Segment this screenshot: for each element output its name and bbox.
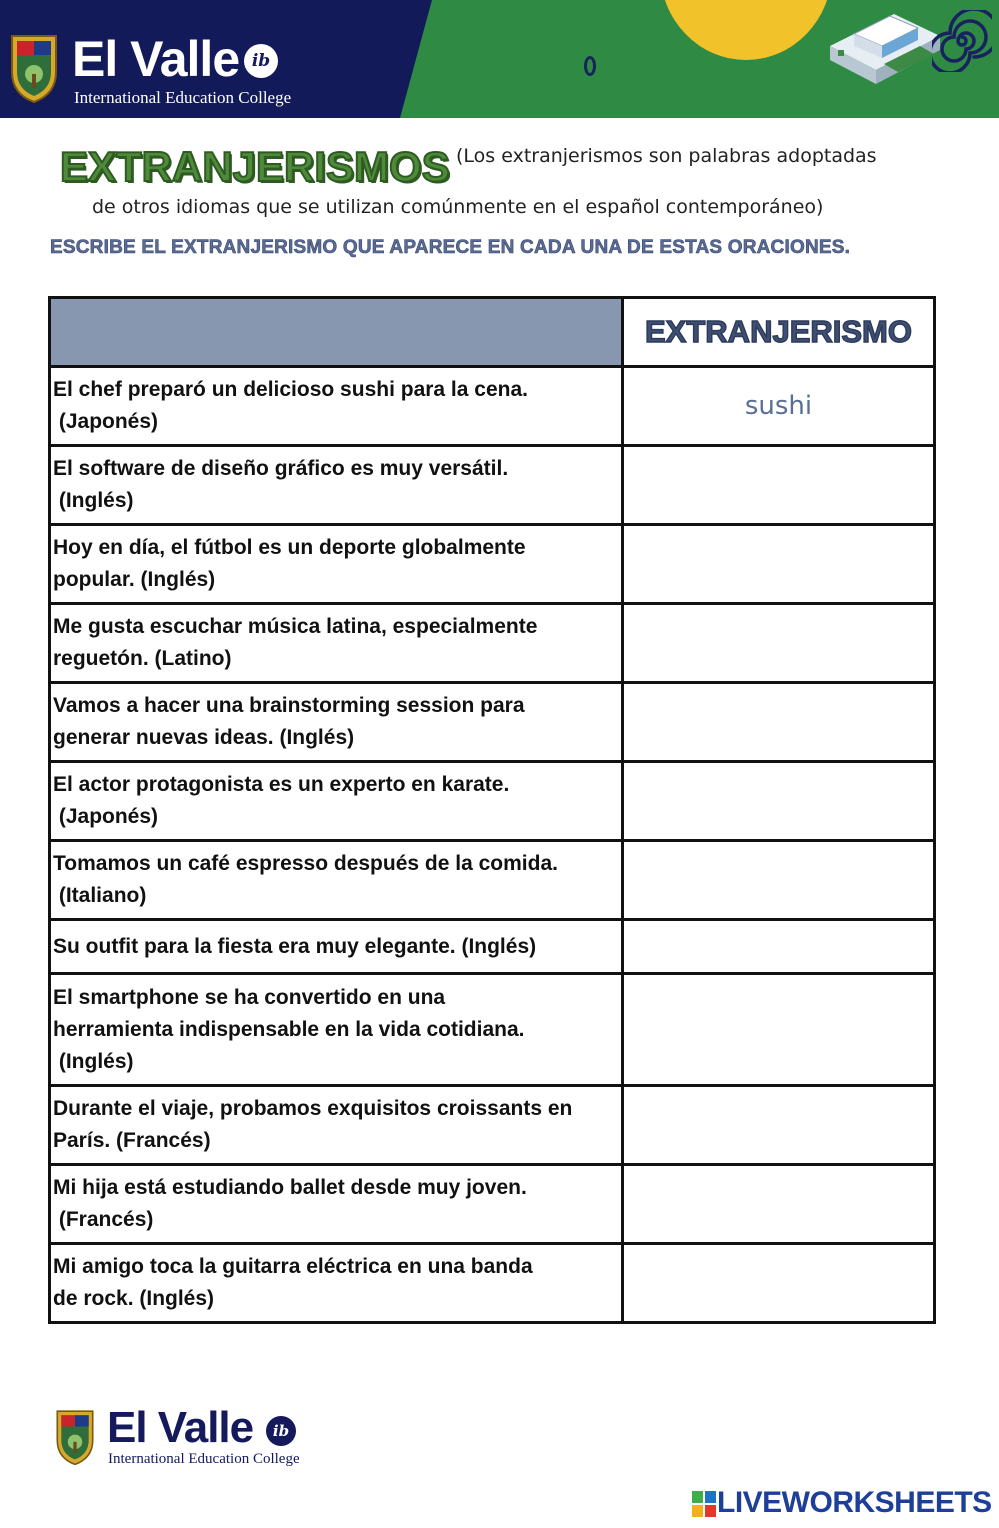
sentence-cell: El software de diseño gráfico es muy versátil. (Inglés) — [50, 446, 623, 525]
table-row — [50, 841, 935, 920]
sentence-cell: Durante el viaje, probamos exquisitos croissants en París. (Francés) — [50, 1086, 623, 1165]
sentence-cell: Me gusta escuchar música latina, especialmente reguetón. (Latino) — [50, 604, 623, 683]
footer-school-subtitle: International Education College — [108, 1451, 300, 1467]
school-building-icon — [824, 6, 944, 88]
sentence-cell: El actor protagonista es un experto en karate. (Japonés) — [50, 762, 623, 841]
table-row — [50, 974, 935, 1086]
sentence-cell: El chef preparó un delicioso sushi para la cena. (Japonés) — [50, 367, 623, 446]
answer-field[interactable] — [623, 1086, 935, 1165]
sentence-cell: El smartphone se ha convertido en una herramienta indispensable en la vida cotidiana. (Inglés) — [50, 974, 623, 1086]
liveworksheets-logo-icon — [692, 1491, 716, 1517]
answer-field[interactable] — [623, 525, 935, 604]
sentence-cell: Tomamos un café espresso después de la comida. (Italiano) — [50, 841, 623, 920]
spiral-decoration — [932, 10, 992, 72]
table-row — [50, 367, 935, 446]
table-row — [50, 683, 935, 762]
exercise-table — [48, 296, 936, 1324]
answer-field[interactable] — [623, 920, 935, 974]
footer-ib-logo: ib — [266, 1416, 296, 1446]
table-row — [50, 1165, 935, 1244]
worksheet-title: EXTRANJERISMOS — [60, 143, 450, 190]
school-shield-icon — [8, 32, 60, 104]
sentence-cell: Mi amigo toca la guitarra eléctrica en una banda de rock. (Inglés) — [50, 1244, 623, 1323]
table-row — [50, 762, 935, 841]
sentence-cell: Vamos a hacer una brainstorming session para generar nuevas ideas. (Inglés) — [50, 683, 623, 762]
ring-decoration — [584, 56, 596, 76]
school-name: El Valle — [72, 31, 240, 87]
header-blank-cell — [50, 298, 623, 367]
answer-field[interactable] — [623, 974, 935, 1086]
answer-field[interactable] — [623, 841, 935, 920]
footer-shield-icon — [52, 1408, 98, 1466]
column-header-extranjerismo: EXTRANJERISMO — [623, 298, 935, 367]
answer-field[interactable] — [623, 762, 935, 841]
table-row — [50, 525, 935, 604]
answer-field[interactable] — [623, 604, 935, 683]
table-header-row — [50, 298, 935, 367]
header-banner — [0, 0, 999, 118]
intro-text-line-1: (Los extranjerismos son palabras adoptadas — [456, 145, 877, 167]
answer-field[interactable] — [623, 1244, 935, 1323]
intro-text-line-2: de otros idiomas que se utilizan comúnmente en el español contemporáneo) — [92, 196, 824, 218]
sentence-cell: Su outfit para la fiesta era muy elegante. (Inglés) — [50, 920, 623, 974]
answer-field[interactable] — [623, 1165, 935, 1244]
ib-logo: ib — [244, 44, 278, 78]
footer-school-name: El Valle — [107, 1403, 254, 1452]
table-row — [50, 446, 935, 525]
table-row — [50, 604, 935, 683]
answer-field[interactable]: sushi — [623, 367, 935, 446]
answer-field[interactable] — [623, 446, 935, 525]
answer-field[interactable] — [623, 683, 935, 762]
sentence-cell: Mi hija está estudiando ballet desde muy joven. (Francés) — [50, 1165, 623, 1244]
table-row — [50, 920, 935, 974]
liveworksheets-brand[interactable]: LIVEWORKSHEETS — [717, 1486, 992, 1519]
sentence-cell: Hoy en día, el fútbol es un deporte globalmente popular. (Inglés) — [50, 525, 623, 604]
school-subtitle: International Education College — [74, 88, 292, 107]
table-row — [50, 1086, 935, 1165]
table-row — [50, 1244, 935, 1323]
instruction-text: ESCRIBE EL EXTRANJERISMO QUE APARECE EN CADA UNA DE ESTAS ORACIONES. — [50, 237, 851, 258]
